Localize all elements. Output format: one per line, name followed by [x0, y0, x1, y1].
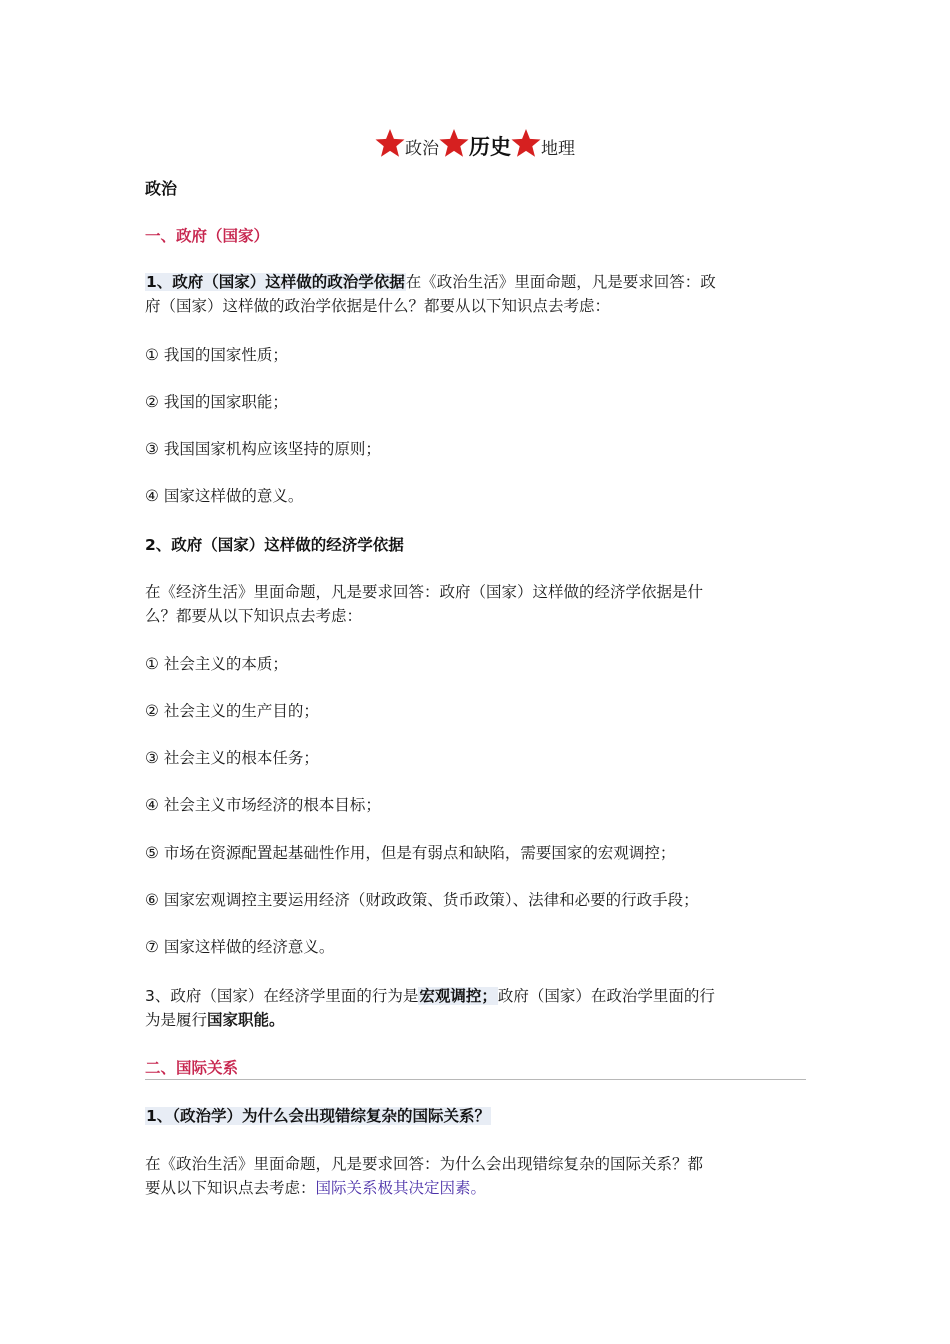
section-heading: 政治: [145, 179, 178, 198]
part1-heading: 一、政府（国家）: [145, 227, 270, 245]
list-item: ⑥ 国家宏观调控主要运用经济（财政政策、货币政策）、法律和必要的行政手段；: [145, 891, 699, 909]
title-part-politics: 政治: [405, 139, 439, 159]
q3-text-mid: 政府（国家）在政治学里面的行: [497, 987, 715, 1005]
red-star-icon: [511, 128, 541, 158]
list-item: ② 社会主义的生产目的；: [145, 702, 319, 720]
q2-heading: 2、政府（国家）这样做的经济学依据: [145, 536, 404, 554]
q4-link-text: 国际关系极其决定因素。: [315, 1179, 487, 1197]
q2-text-line2: 么？都要从以下知识点去考虑：: [145, 607, 363, 625]
q3-paragraph: [145, 984, 810, 1032]
list-item: ④ 国家这样做的意义。: [145, 487, 304, 505]
q1-bold-heading: 1、政府（国家）这样做的政治学依据: [146, 273, 405, 291]
title-part-history: 历史: [469, 134, 511, 159]
q1-text-line2: 府（国家）这样做的政治学依据是什么？都要从以下知识点去考虑：: [145, 297, 611, 315]
list-item: ⑦ 国家这样做的经济意义。: [145, 938, 335, 956]
list-item: ① 社会主义的本质；: [145, 655, 288, 673]
list-item: ③ 我国国家机构应该坚持的原则；: [145, 440, 381, 458]
part2-heading: 二、国际关系: [145, 1059, 239, 1077]
list-item: ② 我国的国家职能；: [145, 393, 288, 411]
document-title: [0, 128, 950, 161]
q4-heading-row: [145, 1104, 810, 1128]
title-part-geography: 地理: [541, 139, 575, 159]
list-item: ④ 社会主义市场经济的根本目标；: [145, 796, 381, 814]
q4-text-line1: 在《政治生活》里面命题，凡是要求回答：为什么会出现错综复杂的国际关系？都: [145, 1155, 704, 1173]
q2-paragraph: [145, 580, 810, 628]
q3-highlight: 宏观调控；: [419, 987, 497, 1005]
section-divider: [145, 1079, 806, 1080]
q3-text-pre: 3、政府（国家）在经济学里面的行为是: [145, 987, 419, 1005]
red-star-icon: [439, 128, 469, 158]
q3-line2-pre: 为是履行: [145, 1011, 208, 1029]
red-star-icon: [375, 128, 405, 158]
list-item: ① 我国的国家性质；: [145, 346, 288, 364]
q4-text-line2: 要从以下知识点去考虑：: [145, 1179, 316, 1197]
q4-heading: 1、（政治学）为什么会出现错综复杂的国际关系？: [146, 1107, 491, 1125]
q3-line2-bold: 国家职能。: [207, 1011, 285, 1029]
list-item: ⑤ 市场在资源配置起基础性作用，但是有弱点和缺陷，需要国家的宏观调控；: [145, 844, 676, 862]
list-item: ③ 社会主义的根本任务；: [145, 749, 319, 767]
q1-text-line1: 在《政治生活》里面命题，凡是要求回答：政: [405, 273, 716, 291]
q4-paragraph: [145, 1152, 810, 1200]
q2-text-line1: 在《经济生活》里面命题，凡是要求回答：政府（国家）这样做的经济学依据是什: [145, 583, 704, 601]
q1-paragraph: [145, 270, 810, 318]
